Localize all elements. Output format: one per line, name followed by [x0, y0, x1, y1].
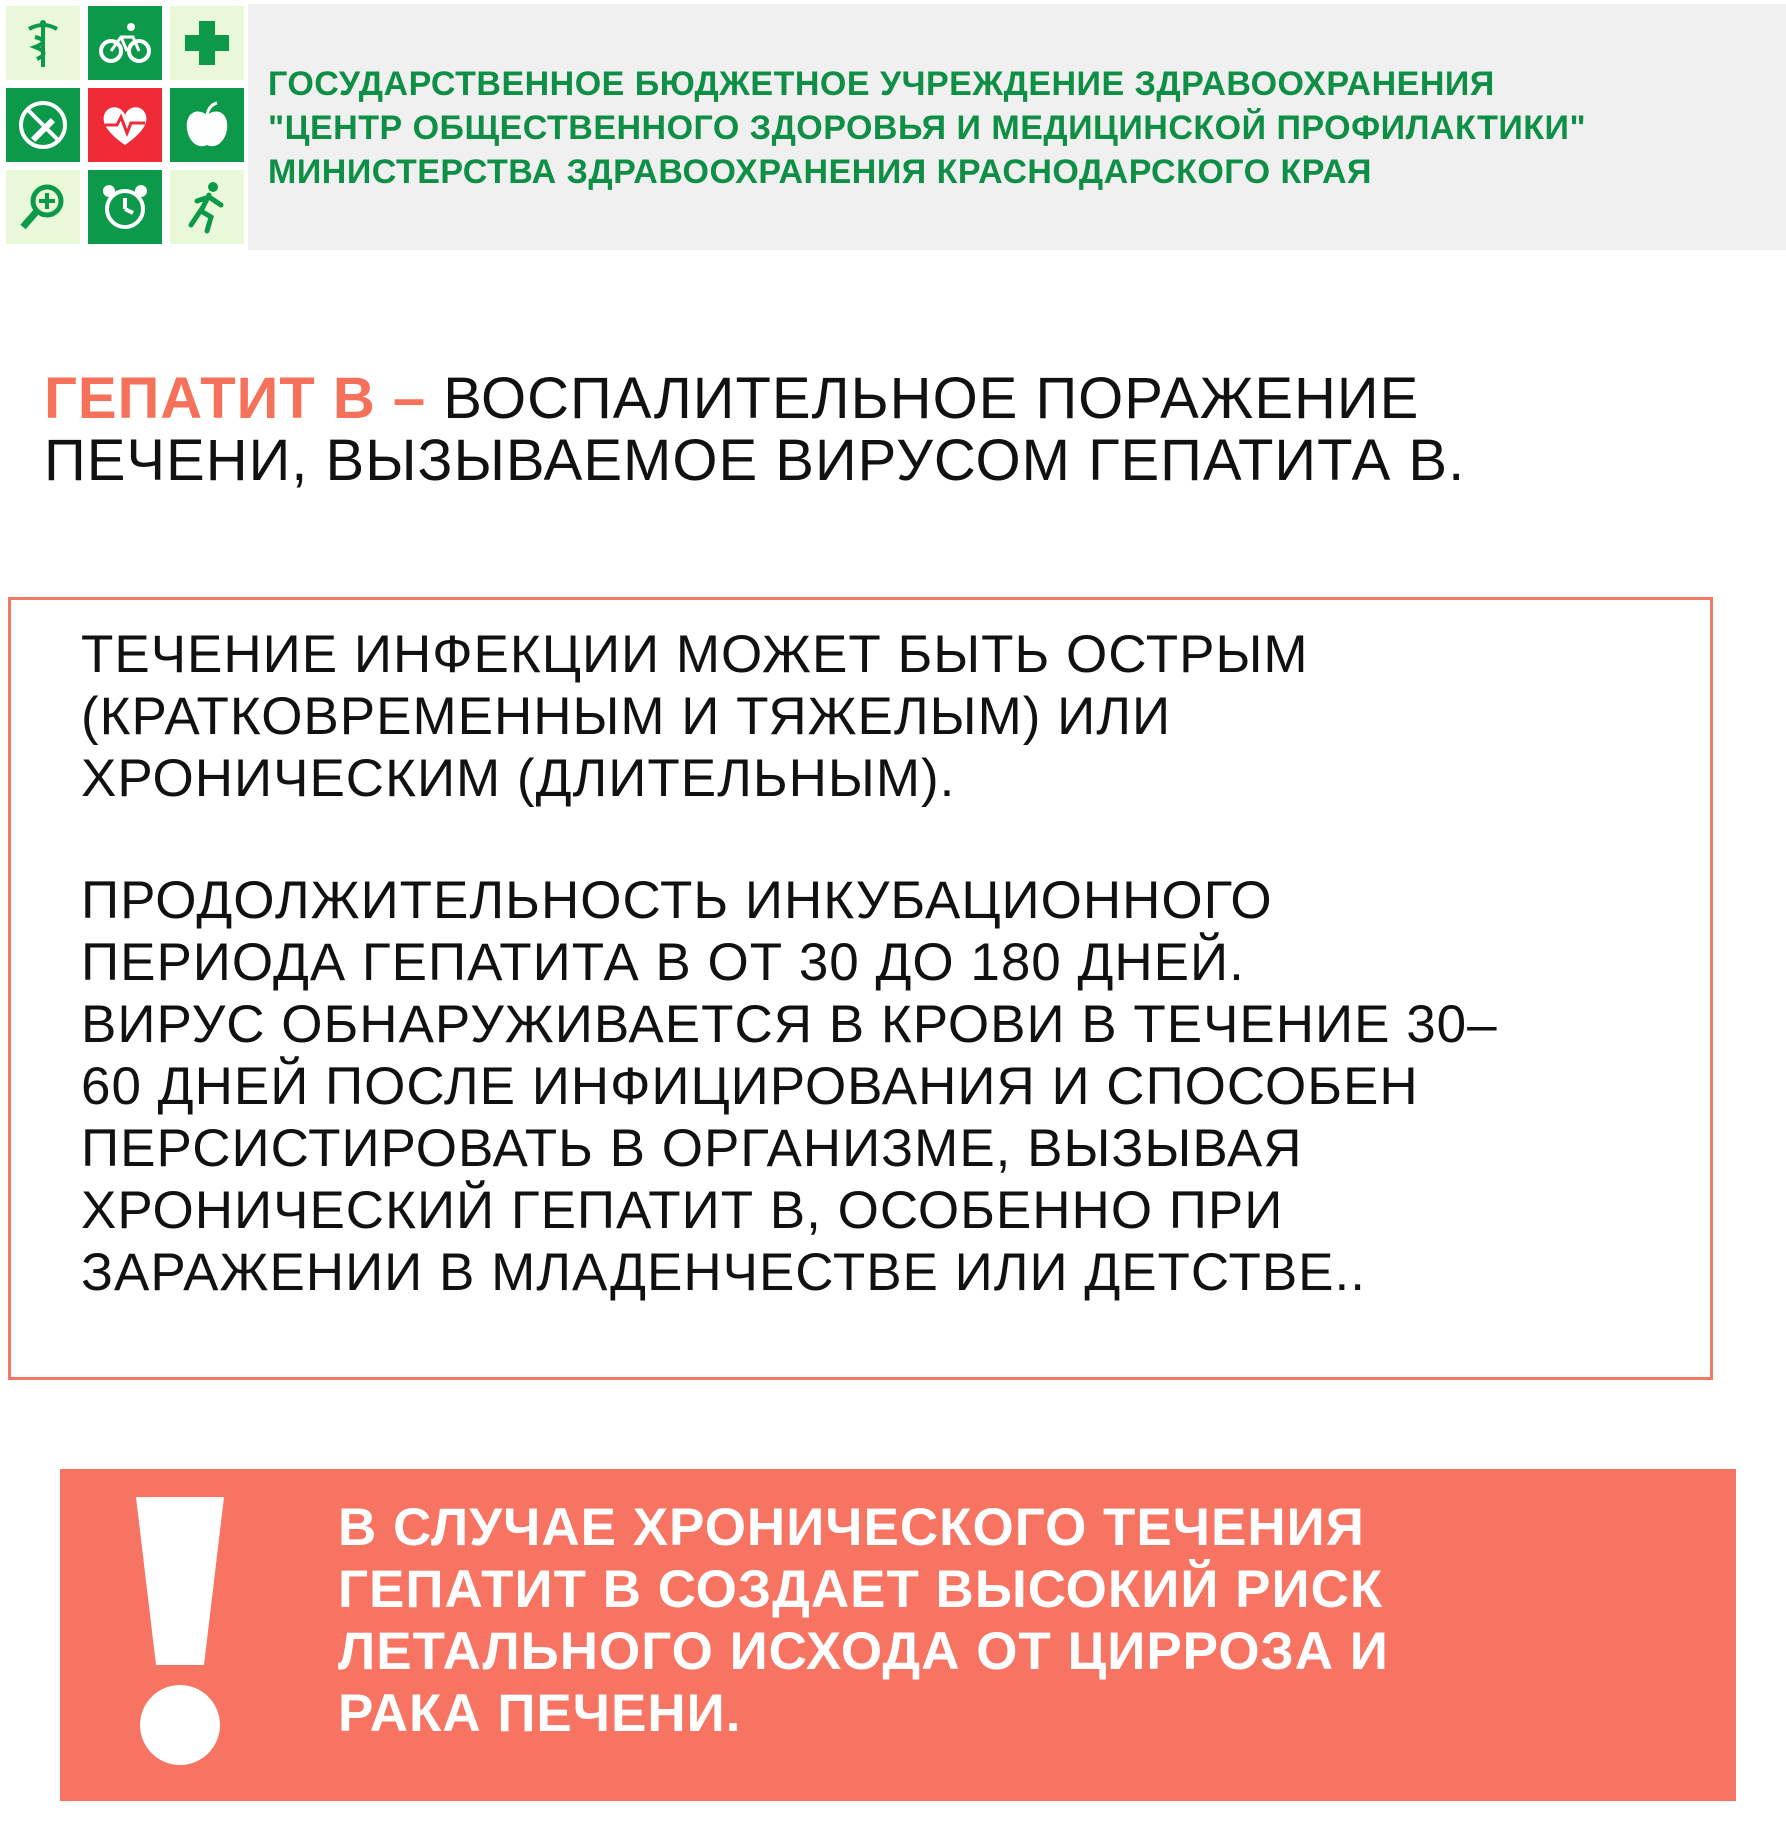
- logo-tile: [88, 170, 162, 244]
- warning-line: ГЕПАТИТ В СОЗДАЕТ ВЫСОКИЙ РИСК: [338, 1560, 1384, 1619]
- no-smoking-icon: [15, 97, 71, 153]
- alarm-clock-icon: [97, 179, 153, 235]
- info-box: [8, 597, 1713, 1380]
- definition: [44, 368, 1744, 492]
- logo-tile: [170, 6, 244, 80]
- apple-icon: [179, 97, 235, 153]
- definition-term: ГЕПАТИТ В –: [44, 366, 444, 431]
- runner-icon: [179, 179, 235, 235]
- logo-tile: [6, 6, 80, 80]
- definition-line: ПЕЧЕНИ, ВЫЗЫВАЕМОЕ ВИРУСОМ ГЕПАТИТА В.: [44, 428, 1466, 493]
- warning-line: ЛЕТАЛЬНОГО ИСХОДА ОТ ЦИРРОЗА И: [338, 1622, 1389, 1681]
- warning-banner: [60, 1469, 1736, 1801]
- medical-cross-icon: [179, 15, 235, 71]
- logo-tile: [170, 88, 244, 162]
- caduceus-icon: [15, 15, 71, 71]
- org-line: "ЦЕНТР ОБЩЕСТВЕННОГО ЗДОРОВЬЯ И МЕДИЦИНСКОЙ ПРОФИЛАКТИКИ": [268, 109, 1587, 147]
- text-line: ПРОДОЛЖИТЕЛЬНОСТЬ ИНКУБАЦИОННОГО: [81, 871, 1273, 930]
- logo-tile: [88, 88, 162, 162]
- logo: [6, 6, 244, 244]
- magnifier-plus-icon: [15, 179, 71, 235]
- info-paragraph-course: [81, 624, 1721, 810]
- bicycle-icon: [97, 15, 153, 71]
- text-line: ХРОНИЧЕСКИМ (ДЛИТЕЛЬНЫМ).: [81, 749, 956, 808]
- text-line: ВИРУС ОБНАРУЖИВАЕТСЯ В КРОВИ В ТЕЧЕНИЕ 30–: [81, 995, 1498, 1054]
- org-line: МИНИСТЕРСТВА ЗДРАВООХРАНЕНИЯ КРАСНОДАРСКОГО КРАЯ: [268, 153, 1372, 191]
- text-line: 60 ДНЕЙ ПОСЛЕ ИНФИЦИРОВАНИЯ И СПОСОБЕН: [81, 1057, 1419, 1116]
- heart-pulse-icon: [97, 97, 153, 153]
- org-line: ГОСУДАРСТВЕННОЕ БЮДЖЕТНОЕ УЧРЕЖДЕНИЕ ЗДРАВООХРАНЕНИЯ: [268, 65, 1495, 103]
- text-line: ХРОНИЧЕСКИЙ ГЕПАТИТ В, ОСОБЕННО ПРИ: [81, 1181, 1284, 1240]
- logo-tile: [6, 88, 80, 162]
- text-line: ТЕЧЕНИЕ ИНФЕКЦИИ МОЖЕТ БЫТЬ ОСТРЫМ: [81, 625, 1309, 684]
- exclamation-icon: [130, 1497, 230, 1767]
- info-paragraph-incubation: [81, 870, 1721, 1304]
- warning-line: В СЛУЧАЕ ХРОНИЧЕСКОГО ТЕЧЕНИЯ: [338, 1498, 1365, 1557]
- warning-line: РАКА ПЕЧЕНИ.: [338, 1684, 742, 1743]
- logo-tile: [6, 170, 80, 244]
- organization-name: [268, 62, 1586, 194]
- text-line: (КРАТКОВРЕМЕННЫМ И ТЯЖЕЛЫМ) ИЛИ: [81, 687, 1172, 746]
- definition-text: ВОСПАЛИТЕЛЬНОЕ ПОРАЖЕНИЕ: [443, 366, 1420, 431]
- definition-line: [44, 368, 1744, 430]
- text-line: ПЕРСИСТИРОВАТЬ В ОРГАНИЗМЕ, ВЫЗЫВАЯ: [81, 1119, 1303, 1178]
- text-line: ЗАРАЖЕНИИ В МЛАДЕНЧЕСТВЕ ИЛИ ДЕТСТВЕ..: [81, 1243, 1366, 1302]
- warning-text: [338, 1497, 1728, 1745]
- text-line: ПЕРИОДА ГЕПАТИТА В ОТ 30 ДО 180 ДНЕЙ.: [81, 933, 1245, 992]
- logo-tile: [170, 170, 244, 244]
- logo-tile: [88, 6, 162, 80]
